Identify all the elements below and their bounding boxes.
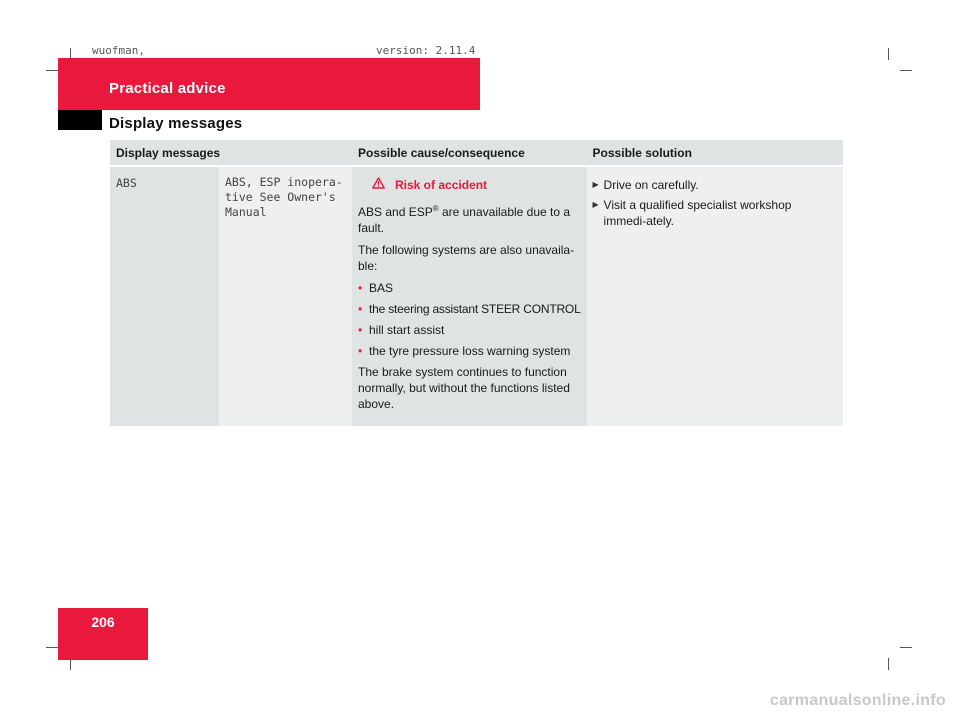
crop-mark [888,48,889,60]
list-item: • the tyre pressure loss warning system [358,343,581,359]
cause-intro-part-b: are unavailable due to a fault. [358,205,571,235]
table-header-row [110,140,843,166]
list-item: ▶ Visit a qualified specialist workshop immedi-ately. [593,197,837,229]
cause-cell [352,166,587,426]
warning-triangle-icon [372,177,385,193]
crop-mark [46,647,58,648]
watermark-text: carmanualsonline.info [769,692,946,709]
registered-mark: ® [432,204,439,213]
cause-outro: The brake system continues to function normally, but without the functions listed above. [358,365,570,411]
symbol-text: ABS [116,176,137,190]
affected-systems-list [358,280,581,359]
display-messages-table [110,140,843,426]
display-text-cell [219,166,352,426]
display-message-text: ABS, ESP inopera- tive See Owner's Manual [225,175,343,219]
section-header-tab [58,110,102,130]
table-row [110,166,843,426]
list-item: • BAS [358,280,581,296]
solution-cell [587,166,843,426]
subsection-title: Display messages [109,115,243,132]
header-display-messages: Display messages [110,140,352,166]
warning-heading [358,177,581,193]
header-solution: Possible solution [587,140,843,166]
header-cause: Possible cause/consequence [352,140,587,166]
section-title: Practical advice [109,80,226,97]
list-item: ▶ Drive on carefully. [593,177,837,193]
crop-mark [900,647,912,648]
page-number: 206 [91,614,115,630]
warning-title: Risk of accident [395,178,488,192]
cause-intro [358,201,581,236]
list-item: • hill start assist [358,322,581,338]
cause-systems-intro: The following systems are also unavaila-ble: [358,243,575,273]
list-item: • the steering assistant STEER CONTROL [358,301,581,317]
crop-mark [900,70,912,71]
symbol-cell [110,166,219,426]
cause-intro-part-a: ABS and ESP [358,205,433,219]
solution-steps [593,177,837,229]
crop-mark [888,658,889,670]
crop-mark [46,70,58,71]
print-meta-right: version: 2.11.4 [376,44,476,57]
print-meta-left: wuofman, [92,44,145,57]
